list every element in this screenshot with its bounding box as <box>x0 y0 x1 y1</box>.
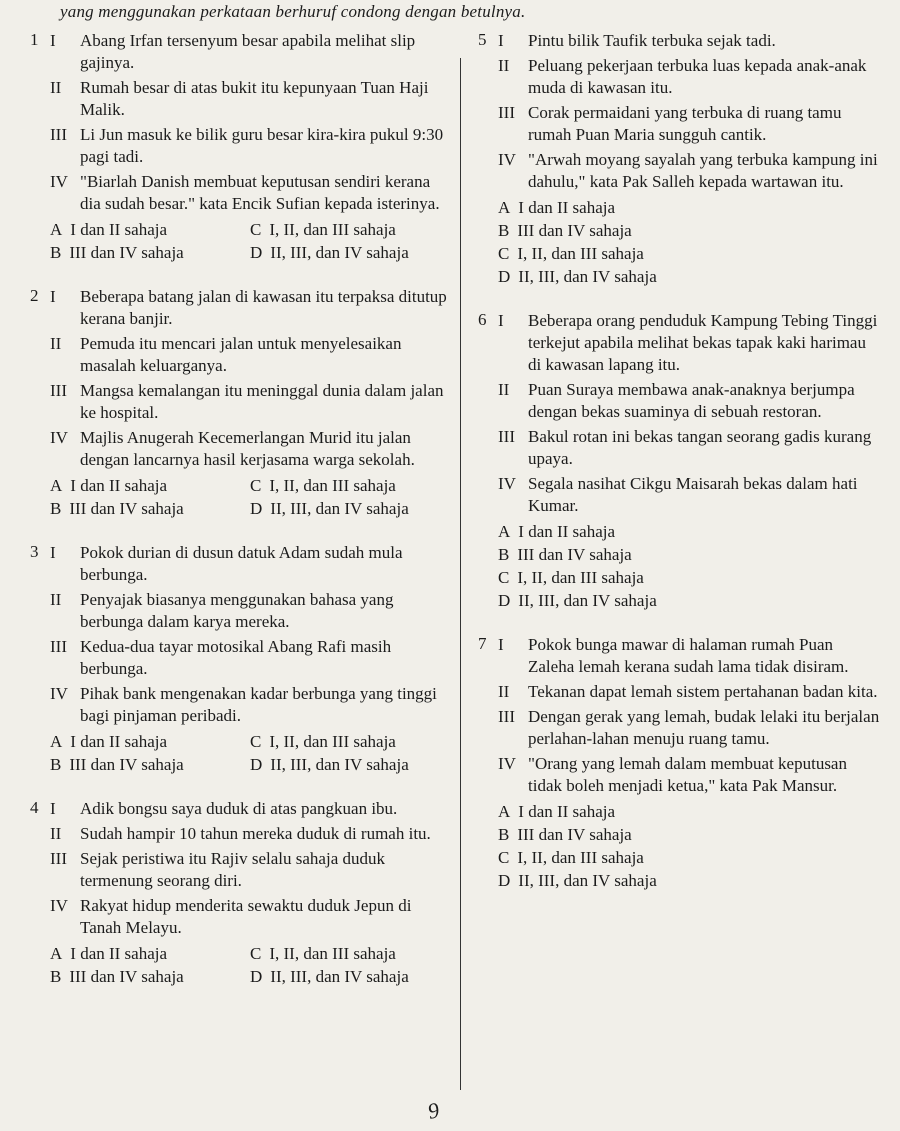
option-letter: C <box>498 848 510 867</box>
statement <box>50 77 450 121</box>
option-text: I dan II sahaja <box>518 522 616 541</box>
statement-numeral: IV <box>498 754 516 773</box>
option-a[interactable] <box>498 196 883 219</box>
option-letter: B <box>50 755 62 774</box>
option-row <box>50 730 450 753</box>
statement-numeral: II <box>498 56 510 75</box>
option-letter: A <box>50 944 63 963</box>
option-letter: B <box>50 967 62 986</box>
statement <box>50 380 450 424</box>
statement-numeral: I <box>498 31 504 50</box>
statement <box>50 683 450 727</box>
statement <box>498 706 883 750</box>
option-letter: D <box>498 871 511 890</box>
statement-list <box>498 310 883 612</box>
question-3 <box>30 542 450 776</box>
statement-text: Adik bongsu saya duduk di atas pangkuan ibu. <box>80 799 398 818</box>
option-letter: A <box>50 732 63 751</box>
option-letter: D <box>250 499 263 518</box>
option-letter: B <box>498 221 510 240</box>
option-text: I, II, dan III sahaja <box>269 944 396 963</box>
option-letter: B <box>50 499 62 518</box>
statement-numeral: IV <box>498 474 516 493</box>
statement-list <box>50 286 450 520</box>
option-letter: C <box>250 944 262 963</box>
option-text: I, II, dan III sahaja <box>517 848 644 867</box>
statement-text: Penyajak biasanya menggunakan bahasa yang berbunga dalam karya mereka. <box>80 590 394 631</box>
statement-text: Corak permaidani yang terbuka di ruang tamu rumah Puan Maria sungguh cantik. <box>528 103 842 144</box>
statement-list <box>498 634 883 892</box>
statement-text: Bakul rotan ini bekas tangan seorang gadis kurang upaya. <box>528 427 872 468</box>
question-number: 4 <box>30 798 39 817</box>
statement <box>498 149 883 193</box>
handwritten-mark: 9 <box>425 1097 442 1124</box>
option-d[interactable] <box>250 753 450 776</box>
option-b[interactable] <box>50 965 250 988</box>
option-text: I, II, dan III sahaja <box>269 732 396 751</box>
question-2 <box>30 286 450 520</box>
statement-text: Peluang pekerjaan terbuka luas kepada anak-anak muda di kawasan itu. <box>528 56 867 97</box>
statement-text: Majlis Anugerah Kecemerlangan Murid itu jalan dengan lancarnya hasil kerjasama warga sekolah. <box>80 428 415 469</box>
statement-list <box>498 30 883 288</box>
question-body <box>478 310 883 612</box>
statement-numeral: I <box>498 635 504 654</box>
answer-options <box>498 800 883 892</box>
option-c[interactable] <box>250 218 450 241</box>
statement <box>498 634 883 678</box>
option-letter: C <box>250 476 262 495</box>
question-5 <box>478 30 883 288</box>
option-row <box>50 965 450 988</box>
statement <box>498 681 883 703</box>
answer-options <box>50 730 450 776</box>
option-row <box>50 753 450 776</box>
option-c[interactable] <box>498 566 883 589</box>
right-column <box>478 30 883 914</box>
statement-text: Pemuda itu mencari jalan untuk menyelesaikan masalah keluarganya. <box>80 334 402 375</box>
option-text: I, II, dan III sahaja <box>517 244 644 263</box>
statement-text: Li Jun masuk ke bilik guru besar kira-kira pukul 9:30 pagi tadi. <box>80 125 444 166</box>
question-number: 7 <box>478 634 487 653</box>
instruction-header: yang menggunakan perkataan berhuruf condong dengan betulnya. <box>60 2 526 21</box>
option-letter: D <box>498 267 511 286</box>
option-text: III dan IV sahaja <box>517 545 632 564</box>
statement-numeral: IV <box>498 150 516 169</box>
question-number: 5 <box>478 30 487 49</box>
statement <box>50 823 450 845</box>
statement-text: Beberapa orang penduduk Kampung Tebing Tinggi terkejut apabila melihat bekas tapak kaki harimau di kawasan lapang itu. <box>528 311 878 374</box>
statement-text: Pintu bilik Taufik terbuka sejak tadi. <box>528 31 776 50</box>
option-text: II, III, dan IV sahaja <box>270 967 409 986</box>
option-letter: A <box>498 802 511 821</box>
statement-numeral: I <box>50 543 56 562</box>
option-d[interactable] <box>498 869 883 892</box>
question-number: 2 <box>30 286 39 305</box>
option-d[interactable] <box>250 497 450 520</box>
question-1 <box>30 30 450 264</box>
option-text: III dan IV sahaja <box>69 243 184 262</box>
answer-options <box>50 942 450 988</box>
statement-text: Pokok durian di dusun datuk Adam sudah mula berbunga. <box>80 543 403 584</box>
option-a[interactable] <box>50 942 250 965</box>
question-number: 6 <box>478 310 487 329</box>
option-letter: A <box>498 522 511 541</box>
option-b[interactable] <box>50 753 250 776</box>
statement-text: Abang Irfan tersenyum besar apabila melihat slip gajinya. <box>80 31 416 72</box>
option-text: II, III, dan IV sahaja <box>270 499 409 518</box>
statement <box>50 171 450 215</box>
statement-numeral: III <box>498 103 515 122</box>
option-row <box>50 497 450 520</box>
option-b[interactable] <box>50 497 250 520</box>
statement-numeral: III <box>50 125 67 144</box>
answer-options <box>498 196 883 288</box>
statement-numeral: II <box>498 380 510 399</box>
option-text: III dan IV sahaja <box>69 967 184 986</box>
statement-list <box>50 30 450 264</box>
statement-text: Sudah hampir 10 tahun mereka duduk di rumah itu. <box>80 824 431 843</box>
statement <box>498 102 883 146</box>
option-letter: D <box>250 967 263 986</box>
statement <box>50 636 450 680</box>
statement-numeral: II <box>498 682 510 701</box>
statement <box>498 473 883 517</box>
option-row <box>50 942 450 965</box>
answer-options <box>498 520 883 612</box>
option-c[interactable] <box>250 942 450 965</box>
option-text: I dan II sahaja <box>70 476 168 495</box>
statement-text: "Orang yang lemah dalam membuat keputusan tidak boleh menjadi ketua," kata Pak Mansur. <box>528 754 847 795</box>
statement-text: Dengan gerak yang lemah, budak lelaki itu berjalan perlahan-lahan menuju ruang tamu. <box>528 707 880 748</box>
statement <box>50 848 450 892</box>
answer-options <box>50 218 450 264</box>
statement <box>50 286 450 330</box>
option-a[interactable] <box>498 520 883 543</box>
statement-text: "Biarlah Danish membuat keputusan sendiri kerana dia sudah besar." kata Encik Sufian kepada isterinya. <box>80 172 440 213</box>
statement <box>498 30 883 52</box>
option-c[interactable] <box>498 846 883 869</box>
statement-numeral: IV <box>50 896 68 915</box>
statement-text: Sejak peristiwa itu Rajiv selalu sahaja duduk termenung seorang diri. <box>80 849 385 890</box>
option-letter: B <box>498 545 510 564</box>
option-letter: C <box>498 244 510 263</box>
statement-text: "Arwah moyang sayalah yang terbuka kampung ini dahulu," kata Pak Salleh kepada wartawan itu. <box>528 150 878 191</box>
option-b[interactable] <box>50 241 250 264</box>
option-letter: B <box>50 243 62 262</box>
option-text: II, III, dan IV sahaja <box>518 871 657 890</box>
question-7 <box>478 634 883 892</box>
question-body <box>478 634 883 892</box>
question-body <box>478 30 883 288</box>
statement-numeral: I <box>498 311 504 330</box>
option-letter: C <box>498 568 510 587</box>
statement-numeral: III <box>498 427 515 446</box>
statement <box>50 333 450 377</box>
option-letter: D <box>498 591 511 610</box>
statement-text: Beberapa batang jalan di kawasan itu terpaksa ditutup kerana banjir. <box>80 287 447 328</box>
statement-numeral: III <box>50 849 67 868</box>
question-body <box>30 286 450 520</box>
option-b[interactable] <box>498 823 883 846</box>
option-text: I, II, dan III sahaja <box>269 476 396 495</box>
option-letter: D <box>250 243 263 262</box>
statement-numeral: II <box>50 590 62 609</box>
statement-numeral: I <box>50 287 56 306</box>
option-letter: D <box>250 755 263 774</box>
statement-numeral: I <box>50 31 56 50</box>
statement-numeral: II <box>50 78 62 97</box>
statement-list <box>50 798 450 988</box>
statement-numeral: III <box>498 707 515 726</box>
statement-text: Tekanan dapat lemah sistem pertahanan badan kita. <box>528 682 878 701</box>
option-letter: A <box>50 220 63 239</box>
statement <box>498 55 883 99</box>
option-text: I dan II sahaja <box>518 198 616 217</box>
option-row <box>50 474 450 497</box>
statement-numeral: IV <box>50 428 68 447</box>
option-letter: C <box>250 732 262 751</box>
option-text: III dan IV sahaja <box>69 755 184 774</box>
statement <box>50 30 450 74</box>
statement <box>498 310 883 376</box>
option-a[interactable] <box>498 800 883 823</box>
option-c[interactable] <box>250 730 450 753</box>
statement-list <box>50 542 450 776</box>
statement-numeral: III <box>50 381 67 400</box>
statement-numeral: IV <box>50 684 68 703</box>
question-number: 3 <box>30 542 39 561</box>
statement-numeral: IV <box>50 172 68 191</box>
option-row <box>50 241 450 264</box>
statement-numeral: II <box>50 334 62 353</box>
statement-text: Pihak bank mengenakan kadar berbunga yang tinggi bagi pinjaman peribadi. <box>80 684 437 725</box>
statement-text: Puan Suraya membawa anak-anaknya berjumpa dengan bekas suaminya di sebuah restoran. <box>528 380 855 421</box>
option-text: II, III, dan IV sahaja <box>270 755 409 774</box>
option-c[interactable] <box>498 242 883 265</box>
option-text: I dan II sahaja <box>70 944 168 963</box>
statement-text: Mangsa kemalangan itu meninggal dunia dalam jalan ke hospital. <box>80 381 444 422</box>
option-letter: A <box>498 198 511 217</box>
option-a[interactable] <box>50 474 250 497</box>
statement <box>50 542 450 586</box>
option-d[interactable] <box>250 965 450 988</box>
statement-numeral: III <box>50 637 67 656</box>
option-letter: C <box>250 220 262 239</box>
option-a[interactable] <box>50 730 250 753</box>
option-d[interactable] <box>250 241 450 264</box>
question-number: 1 <box>30 30 39 49</box>
option-text: III dan IV sahaja <box>69 499 184 518</box>
option-letter: B <box>498 825 510 844</box>
answer-options <box>50 474 450 520</box>
option-text: I dan II sahaja <box>518 802 616 821</box>
option-c[interactable] <box>250 474 450 497</box>
statement <box>50 895 450 939</box>
statement <box>498 753 883 797</box>
statement-numeral: II <box>50 824 62 843</box>
option-b[interactable] <box>498 219 883 242</box>
statement-text: Rakyat hidup menderita sewaktu duduk Jepun di Tanah Melayu. <box>80 896 412 937</box>
option-d[interactable] <box>498 589 883 612</box>
option-b[interactable] <box>498 543 883 566</box>
statement <box>50 589 450 633</box>
statement <box>50 427 450 471</box>
question-6 <box>478 310 883 612</box>
question-body <box>30 30 450 264</box>
statement-text: Kedua-dua tayar motosikal Abang Rafi masih berbunga. <box>80 637 392 678</box>
option-letter: A <box>50 476 63 495</box>
left-column <box>30 30 450 1010</box>
option-text: I, II, dan III sahaja <box>517 568 644 587</box>
question-body <box>30 798 450 988</box>
option-text: II, III, dan IV sahaja <box>518 267 657 286</box>
option-text: III dan IV sahaja <box>517 221 632 240</box>
option-d[interactable] <box>498 265 883 288</box>
option-text: III dan IV sahaja <box>517 825 632 844</box>
statement-text: Pokok bunga mawar di halaman rumah Puan Zaleha lemah kerana sudah lama tidak disiram. <box>528 635 849 676</box>
statement <box>498 379 883 423</box>
column-divider <box>460 58 461 1090</box>
option-text: I, II, dan III sahaja <box>269 220 396 239</box>
question-body <box>30 542 450 776</box>
option-text: I dan II sahaja <box>70 220 168 239</box>
option-row <box>50 218 450 241</box>
option-a[interactable] <box>50 218 250 241</box>
question-4 <box>30 798 450 988</box>
option-text: II, III, dan IV sahaja <box>270 243 409 262</box>
statement <box>50 798 450 820</box>
option-text: II, III, dan IV sahaja <box>518 591 657 610</box>
statement <box>498 426 883 470</box>
statement <box>50 124 450 168</box>
statement-numeral: I <box>50 799 56 818</box>
statement-text: Rumah besar di atas bukit itu kepunyaan Tuan Haji Malik. <box>80 78 429 119</box>
statement-text: Segala nasihat Cikgu Maisarah bekas dalam hati Kumar. <box>528 474 858 515</box>
option-text: I dan II sahaja <box>70 732 168 751</box>
